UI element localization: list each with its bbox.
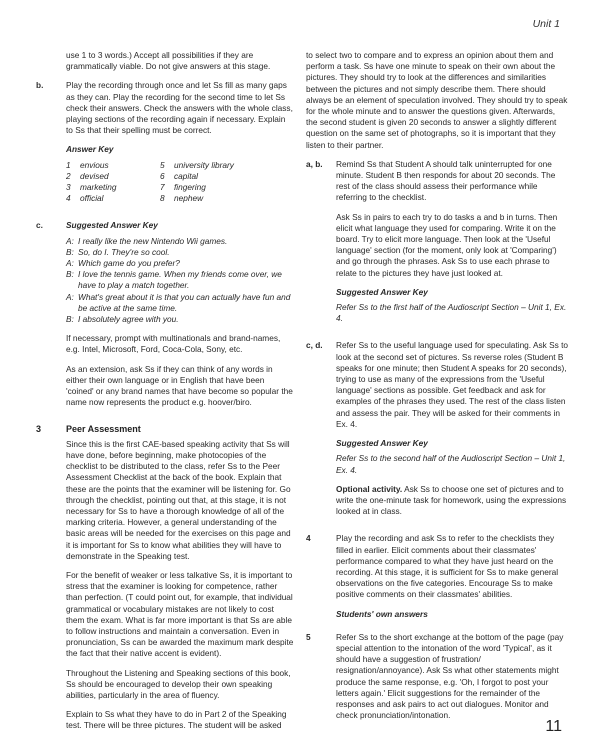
unit-header: Unit 1 <box>532 18 560 30</box>
dialogue-text: I really like the new Nintendo Wii games. <box>78 235 228 246</box>
answer-word: capital <box>174 170 198 181</box>
dialogue-speaker: A: <box>66 235 74 246</box>
answer-key-heading: Answer Key <box>66 144 114 155</box>
dialogue-text: Which game do you prefer? <box>78 258 180 269</box>
dialogue-speaker: B: <box>66 314 74 325</box>
item-cd-marker: c, d. <box>306 340 323 351</box>
answer-word: envious <box>80 159 109 170</box>
answer-number: 8 <box>160 193 165 204</box>
answer-word: nephew <box>174 193 204 204</box>
dialogue-speaker: A: <box>66 258 74 269</box>
answer-word: university library <box>174 159 234 170</box>
dialogue <box>66 236 294 326</box>
dialogue-line <box>66 236 294 247</box>
dialogue-line <box>66 314 294 325</box>
answer-word: official <box>80 193 104 204</box>
answer-word: marketing <box>80 182 117 193</box>
section-5-text: Refer Ss to the short exchange at the bottom of the page (pay special attention to the intonation of the word 'Typical', as it should have a suggestion of frustration/ resignation/annoyance). Ask Ss what other statements might produce the same response, e.g. 'Oh, I forgot to post your letters again.' Elicit suggestions for the remainder of the responses and ask pairs to act out dialogues. Monitor and check pronunciation/intonation. <box>336 631 564 721</box>
section-4-key: Students' own answers <box>336 608 428 619</box>
cd-answer-key-heading: Suggested Answer Key <box>336 438 428 449</box>
dialogue-speaker: A: <box>66 291 74 302</box>
optional-activity-text: Ask Ss to choose one set of pictures and to write the one-minute task for homework, using the expressions looked at in class. <box>336 483 567 517</box>
dialogue-speaker: B: <box>66 269 74 280</box>
optional-activity-label: Optional activity. <box>336 483 403 494</box>
section-5-number: 5 <box>306 631 311 642</box>
item-ab-paragraph-1: Remind Ss that Student A should talk uninterrupted for one minute. Student B then responds for about 20 seconds. The rest of the class should assess their performance while referring to the checklist. <box>336 158 556 203</box>
answer-word: devised <box>80 170 109 181</box>
item-cd <box>306 340 568 525</box>
section-4 <box>306 533 568 623</box>
answer-number: 7 <box>160 182 165 193</box>
answer-number: 6 <box>160 170 165 181</box>
item-b <box>36 80 294 212</box>
dialogue-speaker: B: <box>66 246 74 257</box>
dialogue-text: What's great about it is that you can actually have fun and be active at the same time. <box>78 291 291 313</box>
intro-paragraph: use 1 to 3 words.) Accept all possibilities if they are grammatically viable. Do not give answers at this stage. <box>66 50 271 72</box>
dialogue-line <box>66 269 294 291</box>
dialogue-text: I absolutely agree with you. <box>78 314 179 325</box>
section-3-title: Peer Assessment <box>66 424 141 435</box>
section-3-paragraph-3: Throughout the Listening and Speaking sections of this book, Ss should be encouraged to develop their own speaking abilities, particularly in the area of fluency. <box>66 667 291 700</box>
item-ab-marker: a, b. <box>306 158 323 169</box>
right-column <box>306 50 568 737</box>
answer-number: 4 <box>66 193 71 204</box>
item-b-marker: b. <box>36 80 44 91</box>
cd-answer-key-text: Refer Ss to the second half of the Audioscript Section – Unit 1, Ex. 4. <box>336 453 566 475</box>
answer-number: 3 <box>66 182 71 193</box>
item-ab-paragraph-2: Ask Ss in pairs to each try to do tasks a and b in turns. Then elicit what language they used for comparing. Write it on the board. Try to elicit more language. Then look at the 'Useful language' section (for the moment, only look at 'Comparing') and go through the phrases. Ask Ss to use each phrase to relate to the pictures they have just looked at. <box>336 211 558 278</box>
section-3-paragraph-4: Explain to Ss what they have to do in Part 2 of the Speaking test. There will be three pictures. The student will be asked <box>66 709 287 731</box>
item-c-marker: c. <box>36 220 43 231</box>
item-c <box>36 220 294 416</box>
optional-activity <box>336 484 568 518</box>
page-number: 11 <box>545 718 562 735</box>
answer-number: 1 <box>66 159 71 170</box>
answer-word: fingering <box>174 182 206 193</box>
dialogue-line <box>66 292 294 314</box>
answer-number: 2 <box>66 170 71 181</box>
dialogue-text: I love the tennis game. When my friends come over, we have to play a match together. <box>78 269 282 291</box>
answer-key-list <box>66 160 294 205</box>
extension-paragraph: As an extension, ask Ss if they can think of any words in either their own language or in English that have been 'coined' or any brand names that have become so popular the name now represents the product e.g. hoover/biro. <box>66 363 293 408</box>
section-3-number: 3 <box>36 424 42 435</box>
item-b-text: Play the recording through once and let Ss fill as many gaps as they can. Play the recording for the second time to let Ss check their answers. Check the answers with the whole class, playing sections of the recording again if necessary. Explain to Ss that their spelling must be correct. <box>66 80 293 136</box>
left-column <box>36 50 294 740</box>
section-4-number: 4 <box>306 533 311 544</box>
section-5 <box>306 632 568 730</box>
dialogue-text: So, do I. They're so cool. <box>78 246 170 257</box>
dialogue-line <box>66 247 294 258</box>
section-4-text: Play the recording and ask Ss to refer to the checklists they filled in earlier. Elicit comments about their classmates' performance compared to what they have just heard on the recording. At this stage, it is sufficient for Ss to make general observations on the five categories. Encourage Ss to make positive comments on their classmates' abilities. <box>336 533 559 600</box>
section-3-heading <box>36 424 294 435</box>
right-intro-paragraph: to select two to compare and to express an opinion about them and perform a task. Ss have one minute to speak on their own about the pictures. They should try to look at the differences and similarities between the pictures and not simply describe them. There should always be an element of speculation involved. They should try to speak for the whole minute and to answer the questions given. Afterwards, the second student is given 20 seconds to answer a slightly different question on the same set of photographs, so it is important that they listen to their partner. <box>306 50 568 150</box>
ab-answer-key-heading: Suggested Answer Key <box>336 286 428 297</box>
section-3-paragraph-1: Since this is the first CAE-based speaking activity that Ss will have done, before beginning, make photocopies of the checklist to be distributed to the class, refer Ss to the Peer Assessment Checklist at the back of the book. Explain that these are the points that the examiner will be listening for. Go through the checklist, pointing out that, at this stage, it is not necessary for Ss to have a thorough knowledge of all of the marking criteria. However, a general understanding of the basic areas will be needed for the exercises on this page and it is important for Ss to know what abilities they will have to demonstrate in the Speaking test. <box>66 438 291 561</box>
multinationals-paragraph: If necessary, prompt with multinationals and brand-names, e.g. Intel, Microsoft, Ford, Coca-Cola, Sony, etc. <box>66 333 281 355</box>
answer-number: 5 <box>160 159 165 170</box>
suggested-answer-key-heading: Suggested Answer Key <box>66 220 158 231</box>
dialogue-line <box>66 258 294 269</box>
section-3-paragraph-2: For the benefit of weaker or less talkative Ss, it is important to stress that the examiner is looking for competence, rather than perfection. (T could point out, for example, that individual grammatical or vocabulary mistakes are not likely to cost them the exam. What is far more important is that Ss are able to follow instructions and maintain a conversation. Even in pronunciation, Ss can be awarded the maximum mark despite the fact that their native accent is evident). <box>66 569 294 659</box>
ab-answer-key-text: Refer Ss to the first half of the Audioscript Section – Unit 1, Ex. 4. <box>336 302 567 324</box>
item-cd-paragraph-1: Refer Ss to the useful language used for speculating. Ask Ss to look at the second set of pictures. Ss reverse roles (Student B speaks for one minute; then Student A speaks for 20 seconds), trying to use as many of the expressions from the 'Useful language' sections as possible. Get feedback and ask for examples of the phrases they used. The rest of the class listen and assess the pair. They will be asked for their comments in Ex. 4. <box>336 340 568 429</box>
item-ab <box>306 159 568 333</box>
